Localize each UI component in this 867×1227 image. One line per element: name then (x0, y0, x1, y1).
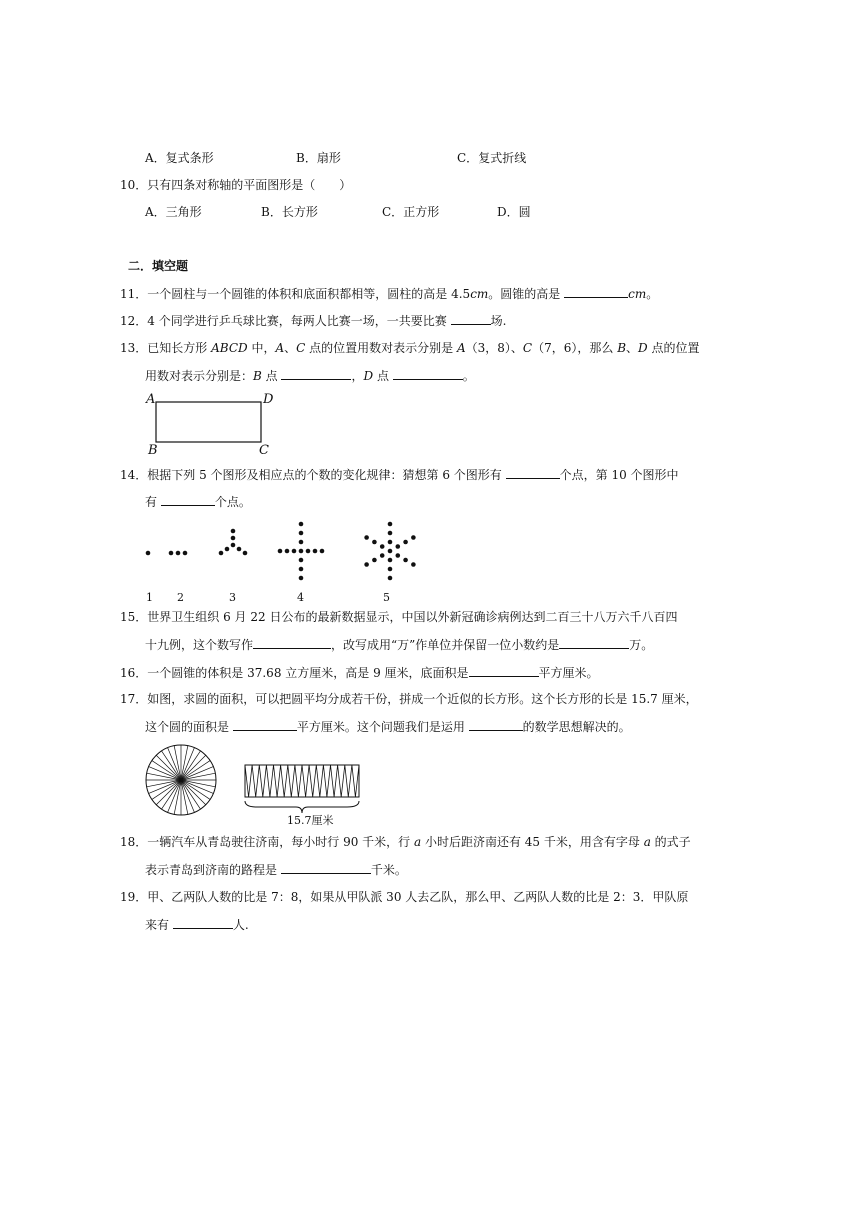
pattern-dot (403, 540, 408, 545)
q10-option-c: C．正方形 (382, 205, 440, 219)
q13-b-answer-blank[interactable] (281, 367, 351, 380)
q17-line1: 17．如图，求圆的面积，可以把圆平均分成若干份，拼成一个近似的长方形。这个长方形的长是 15.7 厘米， (120, 692, 698, 706)
pattern-dot (380, 544, 385, 549)
q15-wan-answer-blank[interactable] (559, 636, 629, 649)
pattern-dot (243, 551, 248, 556)
q13-line1: 13．已知长方形 ABCD 中，A、C 点的位置用数对表示分别是 A（3，8）、C（7，6），那么 B、D 点的位置 (120, 341, 700, 355)
q19-line2: 来有 人. (145, 918, 249, 932)
pattern-dot (411, 562, 416, 567)
q13-line2: 用数对表示分别是：B 点 ，D 点 。 (145, 369, 475, 383)
q17-line2: 这个圆的面积是 平方厘米。这个问题我们是运用 的数学思想解决的。 (145, 720, 631, 734)
pattern-dot (380, 553, 385, 558)
label-c: C (259, 443, 269, 458)
pattern-label-2: 2 (177, 591, 184, 604)
rectangle-zigzag (245, 765, 359, 797)
pattern-dot (219, 551, 224, 556)
pattern-dot (169, 551, 174, 556)
pattern-dot (183, 551, 188, 556)
pattern-dot (299, 531, 304, 536)
pattern-dot (231, 529, 236, 534)
pattern-dot (372, 540, 377, 545)
q16-answer-blank[interactable] (469, 664, 539, 677)
approx-rectangle-figure (243, 763, 373, 835)
sector-line (181, 755, 206, 780)
q11-answer-blank[interactable] (564, 285, 628, 298)
q12: 12．4 个同学进行乒乓球比赛，每两人比赛一场，一共要比赛 场. (120, 314, 507, 328)
pattern-dot (320, 549, 325, 554)
pattern-dot (388, 540, 393, 545)
pattern-dot (299, 540, 304, 545)
pattern-dot (388, 558, 393, 563)
q14-line2: 有 个点。 (145, 495, 251, 509)
q9-option-c: C．复式折线 (457, 151, 527, 165)
pattern-dot (146, 551, 151, 556)
pattern-dot (231, 536, 236, 541)
pattern-dot (364, 562, 369, 567)
pattern-dot (313, 549, 318, 554)
pattern-label-3: 3 (229, 591, 236, 604)
q15-line2: 十九例，这个数写作 ，改写成用“万”作单位并保留一位小数约是 万。 (145, 638, 654, 652)
q10-stem: 10．只有四条对称轴的平面图形是（ ） (120, 178, 352, 192)
q16: 16．一个圆锥的体积是 37.68 立方厘米，高是 9 厘米，底面积是 平方厘米。 (120, 666, 599, 680)
label-a: A (146, 392, 156, 407)
pattern-dot (388, 522, 393, 527)
sector-line (156, 755, 181, 780)
pattern-dot (372, 558, 377, 563)
length-label: 15.7厘米 (287, 814, 334, 827)
pattern-dot (231, 543, 236, 548)
q10-option-b: B．长方形 (261, 205, 318, 219)
pattern-dot (395, 544, 400, 549)
sector-line (181, 780, 206, 805)
pattern-dot (225, 547, 230, 552)
pattern-dot (292, 549, 297, 554)
q18-answer-blank[interactable] (281, 861, 371, 874)
pattern-dot (299, 576, 304, 581)
pattern-dot (388, 567, 393, 572)
pattern-dot (395, 553, 400, 558)
q14-line1: 14．根据下列 5 个图形及相应点的个数的变化规律：猜想第 6 个图形有 个点，第 10 个图形中 (120, 468, 679, 482)
sectored-circle-figure (143, 742, 223, 822)
pattern-dot (299, 567, 304, 572)
pattern-dot (364, 535, 369, 540)
pattern-dot (403, 558, 408, 563)
q14-10th-answer-blank[interactable] (161, 493, 215, 506)
q10-option-d: D．圆 (497, 205, 531, 219)
pattern-label-1: 1 (146, 591, 153, 604)
length-brace (245, 801, 359, 813)
pattern-dot (388, 531, 393, 536)
dot-pattern-dots (146, 522, 416, 581)
sector-line (156, 780, 181, 805)
label-b: B (148, 443, 158, 458)
pattern-label-4: 4 (297, 591, 304, 604)
q19-answer-blank[interactable] (173, 916, 233, 929)
q12-answer-blank[interactable] (451, 312, 491, 325)
pattern-dot (299, 522, 304, 527)
pattern-dot (176, 551, 181, 556)
q15-line1: 15．世界卫生组织 6 月 22 日公布的最新数据显示，中国以外新冠确诊病例达到二百三十八万六千八百四 (120, 610, 678, 624)
q18-line2: 表示青岛到济南的路程是 千米。 (145, 863, 407, 877)
q10-option-a: A．三角形 (145, 205, 202, 219)
label-d: D (263, 392, 274, 407)
pattern-dot (278, 549, 283, 554)
pattern-dot (388, 549, 393, 554)
q17-area-answer-blank[interactable] (233, 718, 297, 731)
q14-6th-answer-blank[interactable] (506, 466, 560, 479)
pattern-label-5: 5 (383, 591, 390, 604)
q19-line1: 19．甲、乙两队人数的比是 7：8，如果从甲队派 30 人去乙队，那么甲、乙两队人数的比是 2：3．甲队原 (120, 890, 689, 904)
pattern-dot (299, 558, 304, 563)
dot-pattern-figure (140, 510, 440, 605)
q9-option-a: A．复式条形 (145, 151, 214, 165)
pattern-dot (299, 549, 304, 554)
q13-d-answer-blank[interactable] (393, 367, 463, 380)
q9-option-b: B．扇形 (296, 151, 341, 165)
pattern-dot (285, 549, 290, 554)
q17-method-answer-blank[interactable] (469, 718, 523, 731)
circle-sector-lines (146, 745, 216, 815)
pattern-dot (306, 549, 311, 554)
q15-number-answer-blank[interactable] (253, 636, 331, 649)
rectangle-outline (156, 402, 261, 442)
section-title: 二．填空题 (128, 259, 189, 273)
pattern-dot (237, 547, 242, 552)
q11: 11．一个圆柱与一个圆锥的体积和底面积都相等，圆柱的高是 4.5cm。圆锥的高是 cm。 (120, 287, 659, 301)
rectangle-abcd-figure (142, 390, 282, 460)
pattern-dot (388, 576, 393, 581)
q18-line1: 18．一辆汽车从青岛驶往济南，每小时行 90 千米，行 a 小时后距济南还有 45 千米，用含有字母 a 的式子 (120, 835, 691, 849)
pattern-dot (411, 535, 416, 540)
